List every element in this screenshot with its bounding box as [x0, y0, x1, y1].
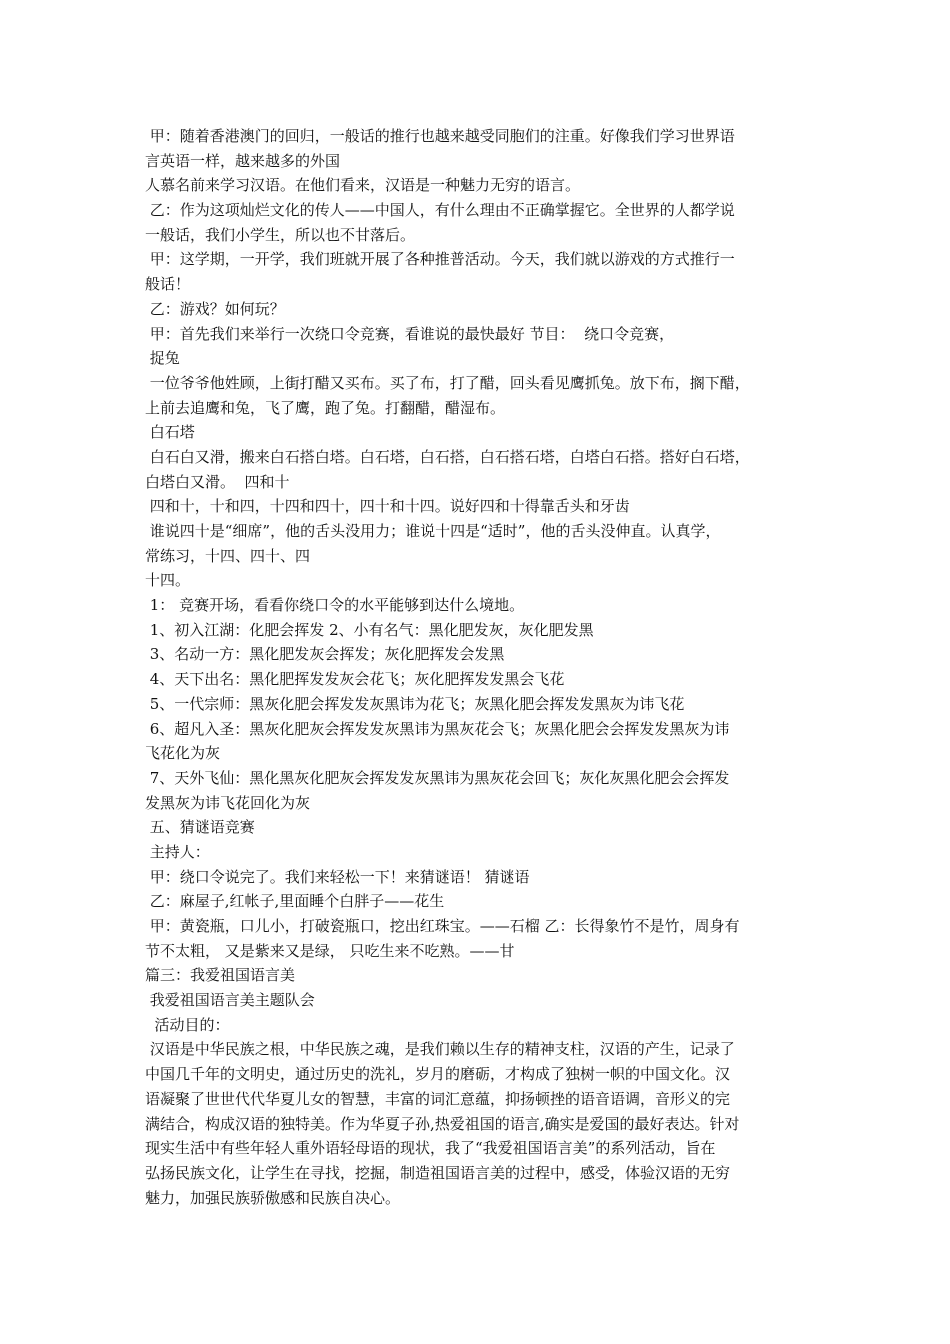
text-line: 节不太粗， 又是紫来又是绿， 只吃生来不吃熟。——甘 [145, 941, 515, 960]
text-line: 四和十，十和四，十四和四十，四十和十四。说好四和十得靠舌头和牙齿 [145, 497, 630, 516]
text-line: 满结合，构成汉语的独特美。作为华夏子孙,热爱祖国的语言,确实是爱国的最好表达。针对 [145, 1114, 740, 1133]
text-line: 5、一代宗师：黑灰化肥会挥发发灰黑讳为花飞；灰黑化肥会挥发发黑灰为讳飞花 [145, 694, 685, 713]
text-line: 1、初入江湖：化肥会挥发 2、小有名气：黑化肥发灰，灰化肥发黑 [145, 620, 594, 639]
text-line: 般话！ [145, 275, 191, 294]
text-line: 4、天下出名：黑化肥挥发发灰会花飞；灰化肥挥发发黑会飞花 [145, 670, 565, 689]
text-line: 谁说四十是“细席”，他的舌头没用力；谁说十四是“适时”，他的舌头没伸直。认真学， [145, 522, 721, 540]
text-line: 1： 竞赛开场，看看你绕口令的水平能够到达什么境地。 [145, 596, 525, 615]
text-line: 白石塔 [145, 423, 195, 442]
text-line: 甲：绕口令说完了。我们来轻松一下！来猜谜语！ 猜谜语 [145, 867, 530, 886]
text-line: 汉语是中华民族之根，中华民族之魂，是我们赖以生存的精神支柱，汉语的产生，记录了 [145, 1040, 735, 1059]
document-body [145, 124, 813, 1210]
text-line: 乙：作为这项灿烂文化的传人——中国人，有什么理由不正确掌握它。全世界的人都学说 [145, 201, 735, 220]
text-line: 白石白又滑，搬来白石搭白塔。白石塔，白石搭，白石搭石塔，白塔白石搭。搭好白石塔， [145, 447, 750, 466]
text-line: 飞花化为灰 [145, 744, 221, 763]
text-line: 十四。 [145, 571, 191, 590]
text-line: 发黑灰为讳飞花回化为灰 [145, 793, 311, 812]
text-line: 捉兔 [145, 349, 180, 368]
text-line: 言英语一样，越来越多的外国 [145, 151, 341, 170]
text-line: 甲：这学期，一开学，我们班就开展了各种推普活动。今天，我们就以游戏的方式推行一 [145, 250, 735, 269]
text-line: 五、猜谜语竞赛 [145, 818, 255, 837]
text-line: 一位爷爷他姓顾，上街打醋又买布。买了布，打了醋，回头看见鹰抓兔。放下布，搁下醋， [145, 373, 750, 392]
text-line: 甲：黄瓷瓶，口儿小，打破瓷瓶口，挖出红珠宝。——石榴 乙：长得象竹不是竹，周身有 [145, 917, 740, 935]
text-line: 常练习，十四、四十、四 [145, 546, 311, 565]
text-line: 乙：麻屋子,红帐子,里面睡个白胖子——花生 [145, 892, 445, 911]
text-line: 我爱祖国语言美主题队会 [145, 991, 315, 1010]
text-line: 篇三：我爱祖国语言美 [145, 966, 296, 985]
text-line: 甲：随着香港澳门的回归，一般话的推行也越来越受同胞们的注重。好像我们学习世界语 [145, 127, 735, 145]
text-line: 弘扬民族文化，让学生在寻找，挖掘，制造祖国语言美的过程中，感受，体验汉语的无穷 [145, 1163, 731, 1182]
text-line: 活动目的： [145, 1015, 230, 1034]
text-line: 乙：游戏？如何玩？ [145, 299, 285, 318]
text-line: 甲：首先我们来举行一次绕口令竞赛，看谁说的最快最好 节目： 绕口令竞赛， [145, 324, 675, 343]
text-line: 一般话，我们小学生，所以也不甘落后。 [145, 225, 416, 244]
text-line: 现实生活中有些年轻人重外语轻母语的现状，我了“我爱祖国语言美”的系列活动，旨在 [145, 1139, 716, 1158]
text-line: 中国几千年的文明史，通过历史的洗礼，岁月的磨砺，才构成了独树一帜的中国文化。汉 [145, 1065, 731, 1084]
text-line: 白塔白又滑。 四和十 [145, 472, 290, 491]
text-line: 6、超凡入圣：黑灰化肥灰会挥发发灰黑讳为黑灰花会飞；灰黑化肥会会挥发发黑灰为讳 [145, 719, 730, 738]
text-line: 语凝聚了世世代代华夏儿女的智慧，丰富的词汇意蕴，抑扬顿挫的语音语调，音形义的完 [145, 1089, 731, 1108]
text-line: 3、名动一方：黑化肥发灰会挥发；灰化肥挥发会发黑 [145, 645, 505, 664]
text-line: 7、天外飞仙：黑化黑灰化肥灰会挥发发灰黑讳为黑灰花会回飞；灰化灰黑化肥会会挥发 [145, 768, 730, 787]
text-line: 主持人： [145, 842, 210, 861]
text-line: 上前去追鹰和兔，飞了鹰，跑了兔。打翻醋，醋湿布。 [145, 398, 506, 417]
text-line: 魅力，加强民族骄傲感和民族自决心。 [145, 1188, 401, 1207]
text-line: 人慕名前来学习汉语。在他们看来，汉语是一种魅力无穷的语言。 [145, 176, 581, 195]
